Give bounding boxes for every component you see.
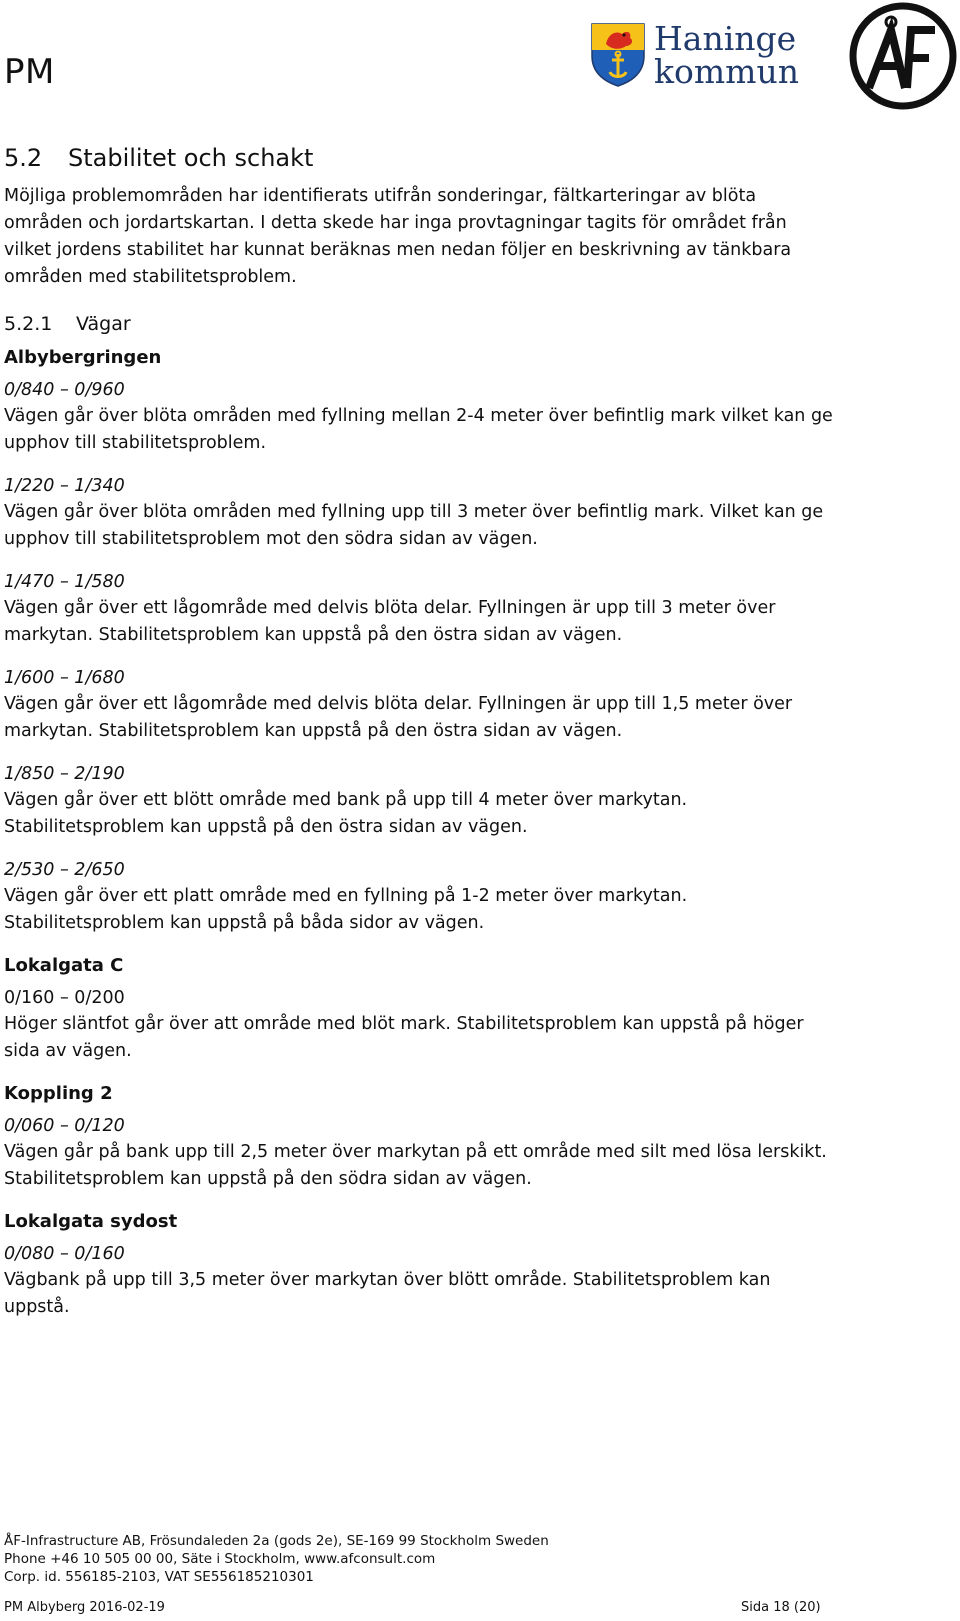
section-heading [4,143,834,173]
road-name: Lokalgata sydost [4,1211,178,1232]
segment-section: 1/220 – 1/340 [4,476,125,496]
road-segment [4,473,834,553]
segment-text: Vägen går över ett platt område med en fyllning på 1-2 meter över markytan. Stabilitetsproblem kan uppstå på båda sidor av vägen. [4,886,688,933]
section-title: Stabilitet och schakt [68,144,314,172]
footer-contact: Phone +46 10 505 00 00, Säte i Stockholm, www.afconsult.com [4,1551,436,1567]
road-segment [4,569,834,649]
subsection-number: 5.2.1 [4,313,53,335]
coat-of-arms-icon [590,22,646,88]
segment-text: Vägen går över ett lågområde med delvis blöta delar. Fyllningen är upp till 1,5 meter över markytan. Stabilitetsproblem kan uppstå på den östra sidan av vägen. [4,694,793,741]
segment-text: Vägbank på upp till 3,5 meter över markytan över blött område. Stabilitetsproblem kan uppstå. [4,1270,771,1317]
company-footer [4,1532,549,1586]
segment-section: 0/080 – 0/160 [4,1244,125,1264]
road-segment [4,857,834,937]
section-intro: Möjliga problemområden har identifierats utifrån sonderingar, fältkarteringar av blöta områden och jordartskartan. I detta skede har inga provtagningar tagits för området från vilket jordens stabilitet har kunnat beräknas men nedan följer en beskrivning av tänkbara områden med stabilitetsproblem. [4,186,792,287]
document-body [4,143,834,1337]
road-segment [4,985,834,1065]
segment-text: Vägen går över blöta områden med fyllning mellan 2-4 meter över befintlig mark vilket kan ge upphov till stabilitetsproblem. [4,406,833,453]
subsection-heading [4,311,834,337]
haninge-kommun-logo [590,19,800,92]
section-number: 5.2 [4,144,43,172]
segment-section: 0/160 – 0/200 [4,988,125,1008]
road-name: Lokalgata C [4,955,124,976]
footer-corp-id: Corp. id. 556185-2103, VAT SE556185210301 [4,1569,314,1585]
footer-address: ÅF-Infrastructure AB, Frösundaleden 2a (gods 2e), SE-169 99 Stockholm Sweden [4,1533,549,1549]
road-segment [4,761,834,841]
segment-section: 1/600 – 1/680 [4,668,125,688]
af-logo [847,0,960,113]
segment-section: 0/840 – 0/960 [4,380,125,400]
subsection-title: Vägar [76,313,131,335]
segment-section: 1/850 – 2/190 [4,764,125,784]
logo-line-2: kommun [654,52,799,91]
document-reference: PM Albyberg 2016-02-19 [4,1600,165,1615]
segment-text: Vägen går över ett blött område med bank på upp till 4 meter över markytan. Stabilitetsproblem kan uppstå på den östra sidan av vägen. [4,790,688,837]
road-segment [4,377,834,457]
segment-section: 0/060 – 0/120 [4,1116,125,1136]
page-title: PM [4,52,55,92]
road-name: Koppling 2 [4,1083,113,1104]
road-segment [4,665,834,745]
road-segment [4,1113,834,1193]
segment-text: Höger släntfot går över att område med blöt mark. Stabilitetsproblem kan uppstå på höger sida av vägen. [4,1014,804,1061]
segment-text: Vägen går över blöta områden med fyllning upp till 3 meter över befintlig mark. Vilket kan ge upphov till stabilitetsproblem mot den södra sidan av vägen. [4,502,824,549]
page-number: Sida 18 (20) [741,1600,821,1615]
logo-line-1: Haninge [654,19,797,58]
segment-section: 1/470 – 1/580 [4,572,125,592]
segment-text: Vägen går på bank upp till 2,5 meter över markytan på ett område med silt med lösa lerskikt. Stabilitetsproblem kan uppstå på den södra sidan av vägen. [4,1142,827,1189]
road-segment [4,1241,834,1321]
segment-text: Vägen går över ett lågområde med delvis blöta delar. Fyllningen är upp till 3 meter över markytan. Stabilitetsproblem kan uppstå på den östra sidan av vägen. [4,598,776,645]
segment-section: 2/530 – 2/650 [4,860,125,880]
road-name: Albybergringen [4,347,162,368]
